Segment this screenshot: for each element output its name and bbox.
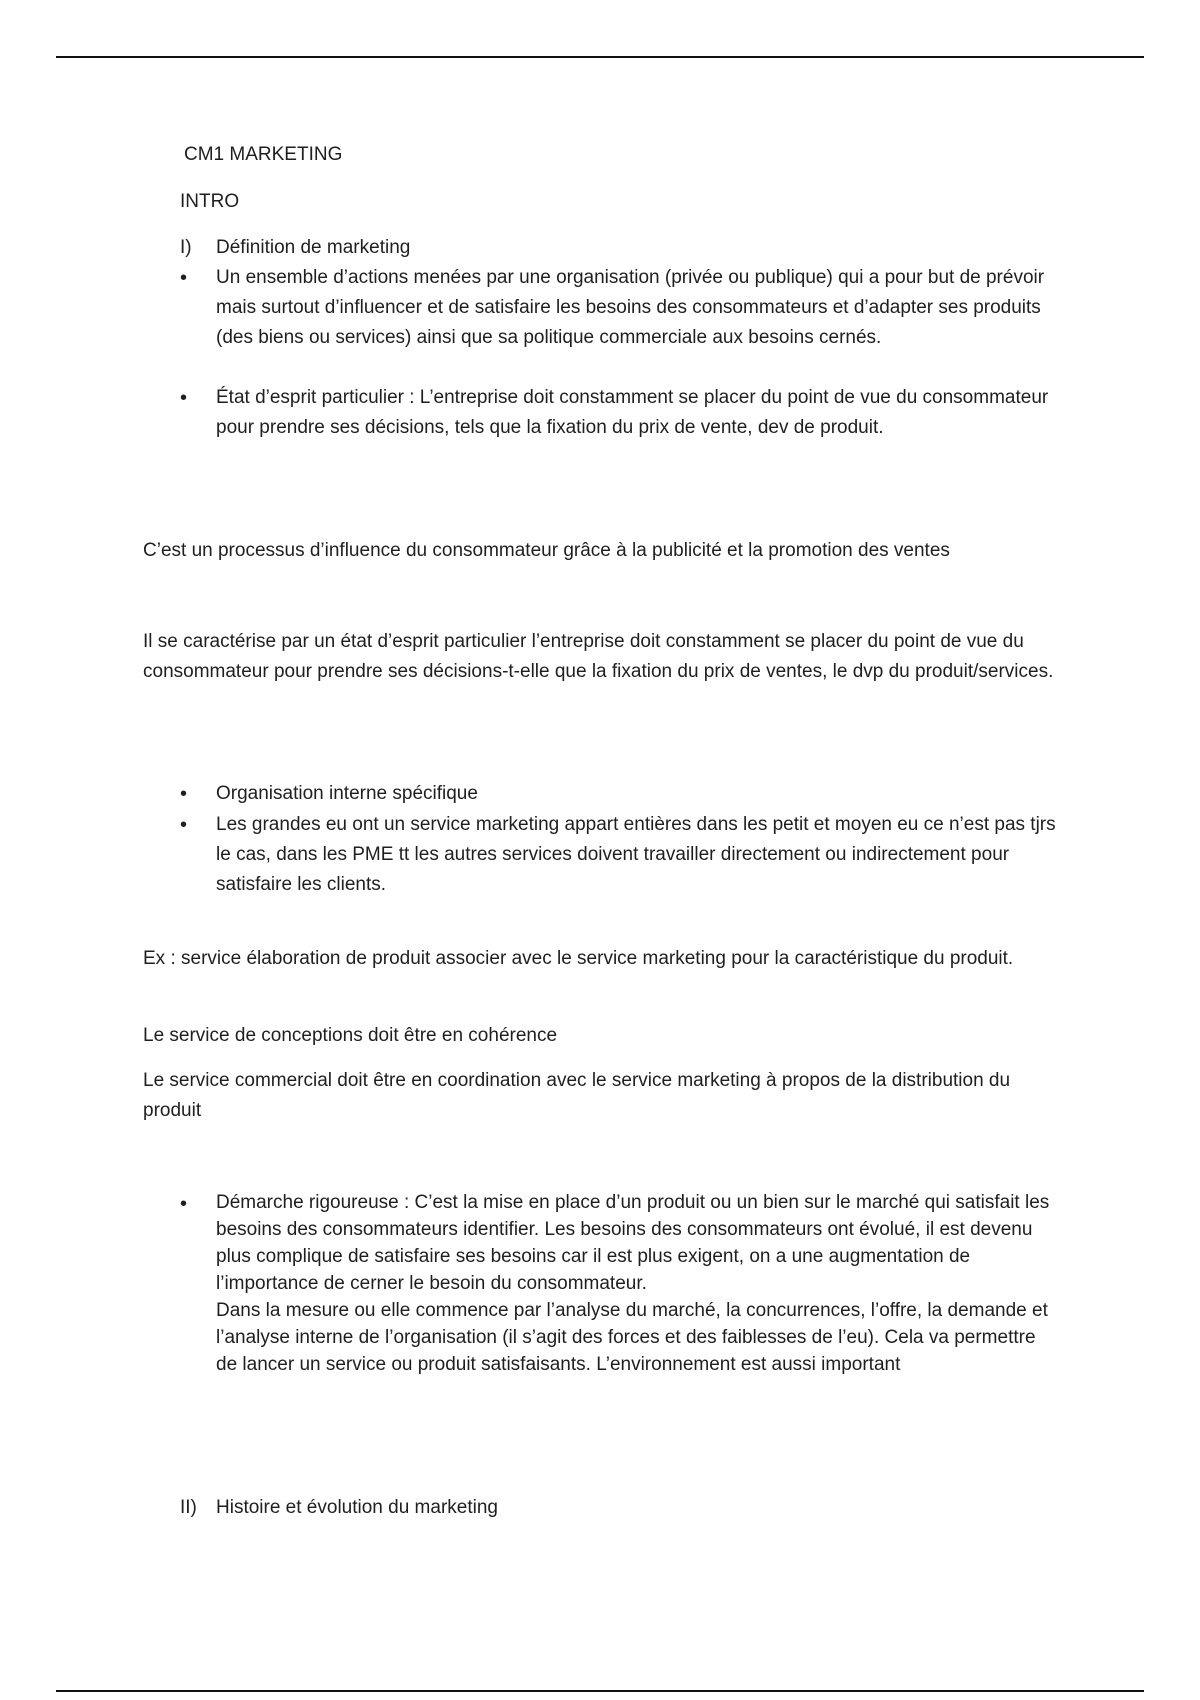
paragraph: C’est un processus d’influence du consommateur grâce à la publicité et la promotion des ventes xyxy=(143,540,950,561)
section-number: I) xyxy=(180,237,192,258)
list-item xyxy=(180,1189,1060,1378)
paragraph: Le service commercial doit être en coordination avec le service marketing à propos de la distribution du produit xyxy=(143,1070,1011,1121)
section-title: Définition de marketing xyxy=(216,237,411,258)
list-item xyxy=(180,263,1060,353)
list-item-text: Les grandes eu ont un service marketing appart entières dans les petit et moyen eu ce n’est pas tjrs le cas, dans les PME tt les autres services doivent travailler directement ou indirectement pour satisfaire les clients. xyxy=(216,814,1056,895)
bullet-icon: • xyxy=(180,814,188,836)
top-rule xyxy=(56,56,1144,58)
intro-heading: INTRO xyxy=(180,191,240,212)
section-title: Histoire et évolution du marketing xyxy=(216,1497,498,1518)
list-item xyxy=(180,810,1060,900)
bullet-icon: • xyxy=(180,1193,188,1215)
list-item-text: État d’esprit particulier : L’entreprise doit constamment se placer du point de vue du consommateur pour prendre ses décisions, tels que la fixation du prix de vente, dev de produit. xyxy=(216,387,1049,438)
bullet-icon: • xyxy=(180,783,188,805)
list-item-text: Un ensemble d’actions menées par une organisation (privée ou publique) qui a pour but de prévoir mais surtout d’influencer et de satisfaire les besoins des consommateurs et d’adapter ses produits (des biens ou services) ainsi que sa politique commerciale aux besoins cernés. xyxy=(216,267,1045,348)
section-number: II) xyxy=(180,1497,197,1518)
paragraph: Le service de conceptions doit être en cohérence xyxy=(143,1025,558,1046)
list-item-text: Organisation interne spécifique xyxy=(216,783,478,804)
paragraph: Ex : service élaboration de produit associer avec le service marketing pour la caractéristique du produit. xyxy=(143,948,1014,969)
list-item-text: Démarche rigoureuse : C’est la mise en place d’un produit ou un bien sur le marché qui satisfait les besoins des consommateurs identifier. Les besoins des consommateurs ont évolué, il est devenu plus complique de satisfaire ses besoins car il est plus exigent, on a une augmentation de l’importance de cerner le besoin du consommateur. xyxy=(216,1192,1050,1294)
list-item xyxy=(180,779,1060,809)
section-heading-1 xyxy=(180,233,1060,263)
paragraph: Il se caractérise par un état d’esprit particulier l’entreprise doit constamment se placer du point de vue du consommateur pour prendre ses décisions-t-elle que la fixation du prix de ventes, le dvp du produit/services. xyxy=(143,631,1054,682)
section-heading-2 xyxy=(180,1493,1060,1523)
list-item xyxy=(180,383,1060,443)
list-item-continuation: Dans la mesure ou elle commence par l’analyse du marché, la concurrences, l’offre, la demande et l’analyse interne de l’organisation (il s’agit des forces et des faiblesses de l’eu). Cela va permettre de lancer un service ou produit satisfaisants. L’environnement est aussi important xyxy=(216,1300,1048,1375)
document-title: CM1 MARKETING xyxy=(184,144,343,165)
bullet-icon: • xyxy=(180,267,188,289)
bottom-rule xyxy=(56,1690,1144,1692)
bullet-icon: • xyxy=(180,387,188,409)
